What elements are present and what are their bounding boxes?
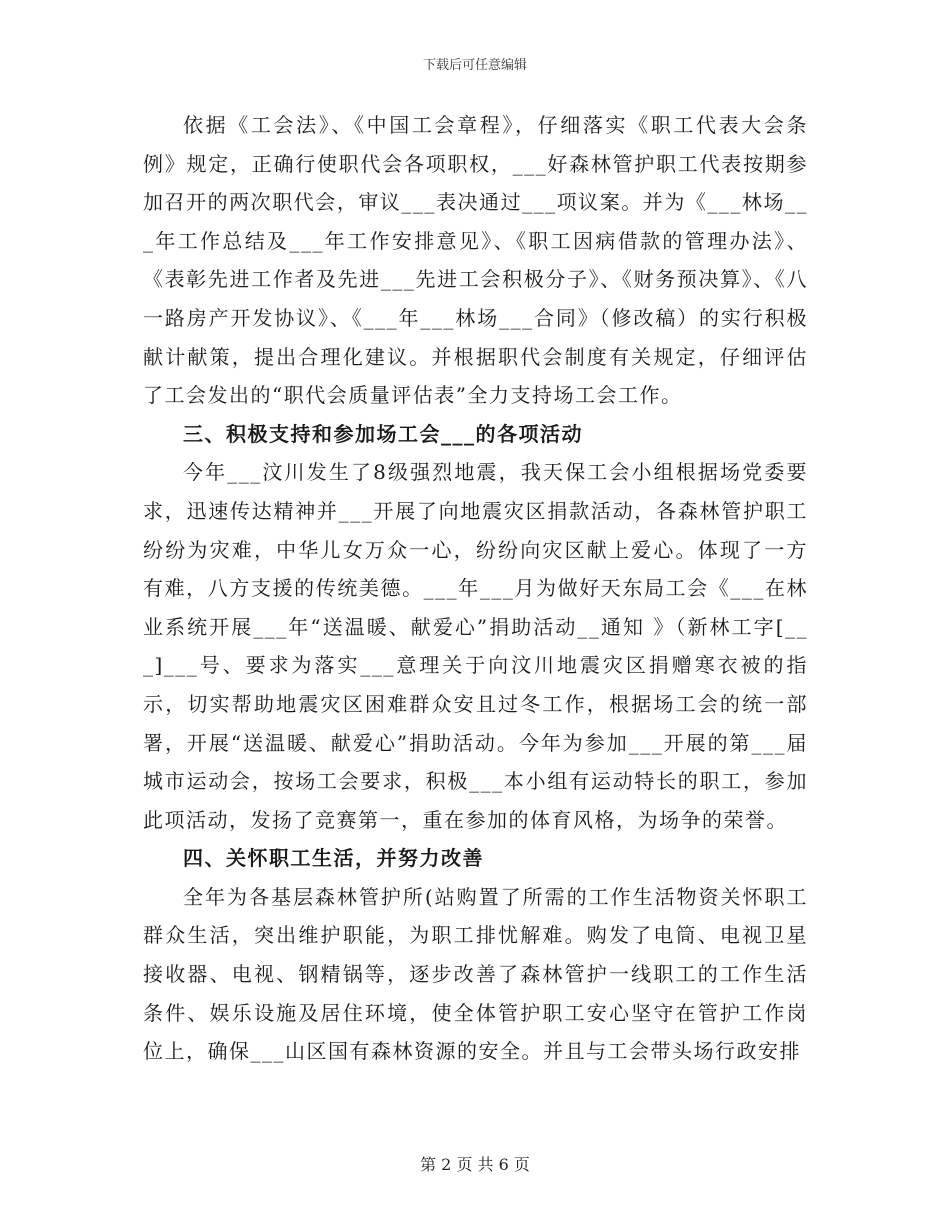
paragraph-activities: 今年___汶川发生了8级强烈地震，我天保工会小组根据场党委要求，迅速传达精神并___开展了向地震灾区捐款活动，各森林管护职工纷纷为灾难，中华儿女万众一心，纷纷向灾区献上爱心。体现了一方有难，八方支援的传统美德。___年___月为做好天东局工会《___在林业系统开展___年“送温暖、献爱心”捐助活动__通知 》（新林工字[___]___号、要求为落实___意理关于向汶川地震灾区捐赠寒衣被的指示，切实帮助地震灾区困难群众安且过冬工作，根据场工会的统一部署，开展“送温暖、献爱心”捐助活动。今年为参加___开展的第___届城市运动会，按场工会要求，积极___本小组有运动特长的职工，参加此项活动，发扬了竞赛第一，重在参加的体育风格，为场争的荣誉。 (143, 460, 808, 832)
paragraph-worker-welfare: 全年为各基层森林管护所(站购置了所需的工作生活物资关怀职工群众生活，突出维护职能，为职工排忧解难。购发了电筒、电视卫星接收器、电视、钢精锅等，逐步改善了森林管护一线职工的工作生活条件、娱乐设施及居住环境，使全体管护职工安心坚守在管护工作岗位上，确保___山区国有森林资源的安全。并且与工会带头场行政安排 (143, 884, 808, 1064)
page-number-footer: 第 2 页 共 6 页 (420, 1155, 530, 1174)
paragraph-workers-congress: 依据《工会法》、《中国工会章程》，仔细落实《职工代表大会条例》规定，正确行使职代会各项职权，___好森林管护职工代表按期参加召开的两次职代会，审议___表决通过___项议案。并为《___林场___年工作总结及___年工作安排意见》、《职工因病借款的管理办法》、《表彰先进工作者及先进___先进工会积极分子》、《财务预决算》、《八一路房产开发协议》、《___年___林场___合同》（修改稿）的实行积极献计献策，提出合理化建议。并根据职代会制度有关规定，仔细评估了工会发出的“职代会质量评估表”全力支持场工会工作。 (143, 113, 808, 408)
section-heading-4: 四、关怀职工生活，并努力改善 (183, 846, 484, 871)
section-heading-3: 三、积极支持和参加场工会___的各项活动 (183, 421, 583, 446)
page-header: 下载后可任意编辑 (422, 58, 527, 73)
document-body (143, 106, 808, 1071)
